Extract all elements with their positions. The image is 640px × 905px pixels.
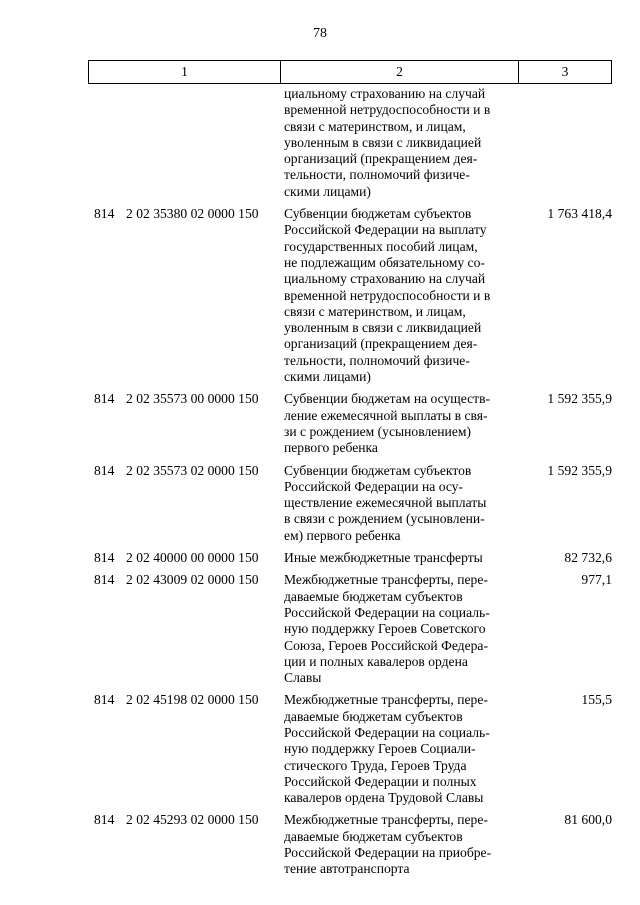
description-cell: циальному страхованию на случай временной нетрудоспособности и в связи с материнством, и лицам, уволенным в связи с ликвидацией организаций (прекращением дея- тельности, полномочий физиче- скими лицами)	[284, 86, 491, 199]
budget-code: 2 02 45293 02 0000 150	[126, 812, 259, 828]
admin-code: 814	[94, 812, 115, 828]
description-cell: Субвенции бюджетам субъектов Российской Федерации на выплату государственных пособий лицам, не подлежащим обязательному со- циальному страхованию на случай временной нетрудоспособности и в связи с материнством, и лицам, уволенным в связи с ликвидацией организаций (прекращением дея- тельности, полномочий физиче- скими лицами)	[284, 206, 491, 385]
table-header	[88, 60, 612, 84]
table-row	[88, 812, 612, 877]
description-cell: Межбюджетные трансферты, пере- даваемые бюджетам субъектов Российской Федерации на социаль- ную поддержку Героев Советского Союза, Героев Российской Федера- ции и полных кавалеров ордена Славы	[284, 572, 490, 686]
admin-code: 814	[94, 692, 115, 708]
table-row	[88, 86, 612, 200]
description-cell: Субвенции бюджетам на осуществ- ление ежемесячной выплаты в свя- зи с рождением (усыновлением) первого ребенка	[284, 391, 491, 456]
amount-cell: 1 763 418,4	[547, 206, 612, 222]
budget-code: 2 02 35380 02 0000 150	[126, 206, 259, 222]
table-row	[88, 550, 612, 566]
table-row	[88, 391, 612, 456]
code-cell	[88, 572, 280, 686]
column-header-2: 2	[281, 61, 519, 83]
budget-code: 2 02 35573 02 0000 150	[126, 462, 259, 478]
budget-code: 2 02 35573 00 0000 150	[126, 391, 259, 407]
admin-code: 814	[94, 391, 115, 407]
amount-cell: 1 592 355,9	[547, 391, 612, 407]
code-cell	[88, 206, 280, 385]
code-cell	[88, 391, 280, 456]
amount-cell: 82 732,6	[564, 550, 612, 566]
budget-code: 2 02 43009 02 0000 150	[126, 572, 259, 588]
amount-cell: 977,1	[581, 572, 612, 588]
table-body	[88, 86, 612, 884]
code-cell	[88, 692, 280, 806]
description-cell: Межбюджетные трансферты, пере- даваемые бюджетам субъектов Российской Федерации на приобре- тение автотранспорта	[284, 812, 492, 877]
code-cell	[88, 550, 280, 566]
code-cell	[88, 86, 280, 200]
budget-code: 2 02 45198 02 0000 150	[126, 692, 259, 708]
code-cell	[88, 812, 280, 877]
amount-cell: 1 592 355,9	[547, 462, 612, 478]
admin-code: 814	[94, 206, 115, 222]
amount-cell	[518, 86, 612, 200]
table-row	[88, 206, 612, 385]
amount-cell: 155,5	[581, 692, 612, 708]
budget-code: 2 02 40000 00 0000 150	[126, 550, 259, 566]
table-row	[88, 463, 612, 544]
amount-cell: 81 600,0	[564, 812, 612, 828]
admin-code: 814	[94, 572, 115, 588]
table-row	[88, 692, 612, 806]
table-row	[88, 572, 612, 686]
column-header-1: 1	[89, 61, 281, 83]
admin-code: 814	[94, 462, 115, 478]
admin-code: 814	[94, 550, 115, 566]
description-cell: Субвенции бюджетам субъектов Российской Федерации на осу- ществление ежемесячной выплаты в связи с рождением (усыновлени- ем) первого ребенка	[284, 462, 487, 543]
page-number: 78	[313, 26, 327, 41]
description-cell: Межбюджетные трансферты, пере- даваемые бюджетам субъектов Российской Федерации на социаль- ную поддержку Героев Социали- стического Труда, Героев Труда Российской Федерации и полных кавалеров ордена Трудовой Славы	[284, 692, 490, 806]
code-cell	[88, 463, 280, 544]
column-header-3: 3	[561, 63, 569, 79]
description-cell: Иные межбюджетные трансферты	[284, 550, 483, 566]
